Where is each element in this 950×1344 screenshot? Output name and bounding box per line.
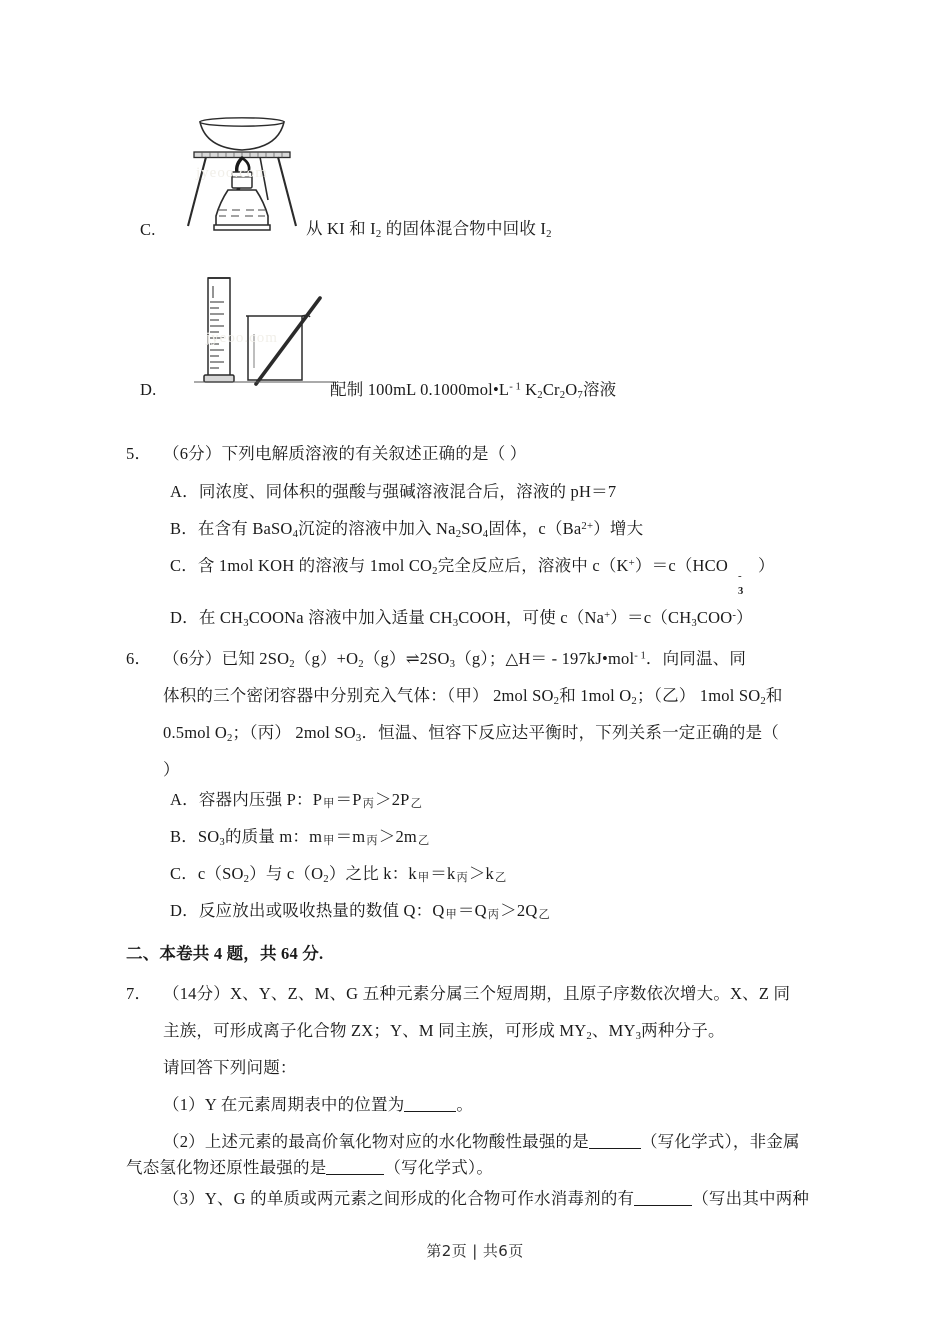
- question-5-option-a: [170, 481, 616, 503]
- question-6-score: （6分）: [163, 649, 222, 668]
- sub-marker: （2）: [163, 1132, 205, 1151]
- option-d-text-q4: 配制 100mL $0.1000mol•L^{- 1}$ $K_2Cr_2O_7$溶液: [330, 380, 617, 401]
- question-7-prompt: 请回答下列问题：: [163, 1058, 297, 1077]
- question-6-stem-line-2: 体积的三个密闭容器中分别充入气体：（甲） 2mol $SO_2$和 1mol $O_2$；（乙） 1mol $SO_2$和: [163, 686, 783, 707]
- option-label: A．: [170, 790, 199, 809]
- option-label: D．: [170, 608, 199, 627]
- question-7-stem-line-2: 主族，可形成离子化合物 ZX；Y、M 同主族，可形成 $MY_2$、$MY_3$两种分子。: [163, 1021, 725, 1042]
- option-c-text-q4: 从 KI 和 $I_2$ 的固体混合物中回收 $I_2$: [306, 219, 552, 240]
- sub-text: Y、G 的单质或两元素之间形成的化合物可作水消毒剂的有: [204, 1189, 635, 1208]
- question-7-number: 7．: [126, 984, 152, 1003]
- section-2-heading: 二、本卷共 4 题，共 64 分.: [126, 944, 324, 963]
- sub-text: 上述元素的最高价氧化物对应的水化物酸性最强的是: [204, 1132, 589, 1151]
- question-6-stem-line-3: 0.5mol $O_2$；（丙） 2mol $SO_3$．恒温、恒容下反应达平衡时，下列关系一定正确的是（: [163, 723, 779, 744]
- fill-in-blank[interactable]: [634, 1205, 692, 1206]
- question-7-sub-3: [163, 1188, 809, 1210]
- sub-text-end: （写出其中两种: [692, 1189, 810, 1208]
- question-7-sub-2-line-1: [163, 1131, 800, 1153]
- sub-text-end: （写化学式），非金属: [640, 1132, 800, 1151]
- question-5-option-d: D．在 $CH_3COONa$ 溶液中加入适量 $CH_3COOH$，可使 $c(Na^+)=c(CH_3COO^-)$: [170, 608, 753, 629]
- sub-text-end: （写化学式）。: [384, 1158, 494, 1177]
- fill-in-blank[interactable]: [404, 1111, 456, 1112]
- page-footer: 第2页 | 共6页: [426, 1242, 524, 1260]
- sub-marker: （3）: [163, 1189, 205, 1208]
- question-7-sub-2-line-2: [126, 1157, 493, 1179]
- sub-marker: （1）: [163, 1095, 205, 1114]
- option-label: A．: [170, 482, 199, 501]
- question-6-option-b: B．$SO_3$的质量 m：m甲＝m丙＞2m乙: [170, 827, 430, 848]
- question-5-stem-text: 下列电解质溶液的有关叙述正确的是（ ）: [221, 444, 527, 463]
- question-6-option-a: A．容器内压强 P：P甲＝P丙＞2P乙: [170, 790, 422, 811]
- option-d-label-q4: D.: [140, 380, 157, 399]
- question-5-score: （6分）: [163, 444, 222, 463]
- question-7-sub-1: [163, 1094, 473, 1116]
- option-label: C．: [170, 556, 198, 575]
- question-6-number: 6．: [126, 649, 152, 668]
- question-5-option-b: B．在含有 BaSO$_4$沉淀的溶液中加入 $Na_2SO_4$固体，$c(Ba^{2+})$增大: [170, 519, 644, 540]
- watermark-text: jyeoo.com: [206, 330, 278, 346]
- question-7-stem-line-1: [163, 983, 790, 1005]
- question-5-option-c: C．含 1mol KOH 的溶液与 1mol $CO_2$完全反应后，溶液中 c（K+）＝c（HCO - 3 ）: [170, 556, 775, 597]
- option-text: 同浓度、同体积的强酸与强碱溶液混合后，溶液的 pH＝7: [198, 482, 617, 501]
- option-c-label-q4: C.: [140, 220, 156, 239]
- fill-in-blank[interactable]: [326, 1174, 384, 1175]
- sub-text: 气态氢化物还原性最强的是: [126, 1158, 327, 1177]
- fill-in-blank[interactable]: [589, 1148, 641, 1149]
- watermark-text: jyeoo.com: [196, 165, 268, 181]
- question-5-number: 5．: [126, 444, 152, 463]
- question-6-option-d: D．反应放出或吸收热量的数值 Q：Q甲＝Q丙＞2Q乙: [170, 901, 550, 922]
- option-label: B．: [170, 827, 198, 846]
- question-6-stem-line-4: ）: [163, 760, 180, 779]
- sub-text: Y 在元素周期表中的位置为: [204, 1095, 405, 1114]
- question-7-stem-text: X、Y、Z、M、G 五种元素分属三个短周期，且原子序数依次增大。X、Z 同: [230, 984, 791, 1003]
- question-7-score: （14分）: [163, 984, 230, 1003]
- option-label: D．: [170, 901, 199, 920]
- question-5-stem: [163, 443, 527, 465]
- sub-text-end: 。: [456, 1095, 474, 1114]
- question-6-option-c: C．$c(SO_2)$与 $c(O_2)$之比 k：k甲＝k丙＞k乙: [170, 864, 507, 885]
- question-6-stem-line-1: （6分）已知 $2SO_2(g)+O_2(g)\rightleftharpoons 2SO_3(g)$；△H＝ - 197kJ•mol$^{- 1}$．向同温、同: [163, 649, 747, 670]
- option-label: B．: [170, 519, 198, 538]
- option-label: C．: [170, 864, 198, 883]
